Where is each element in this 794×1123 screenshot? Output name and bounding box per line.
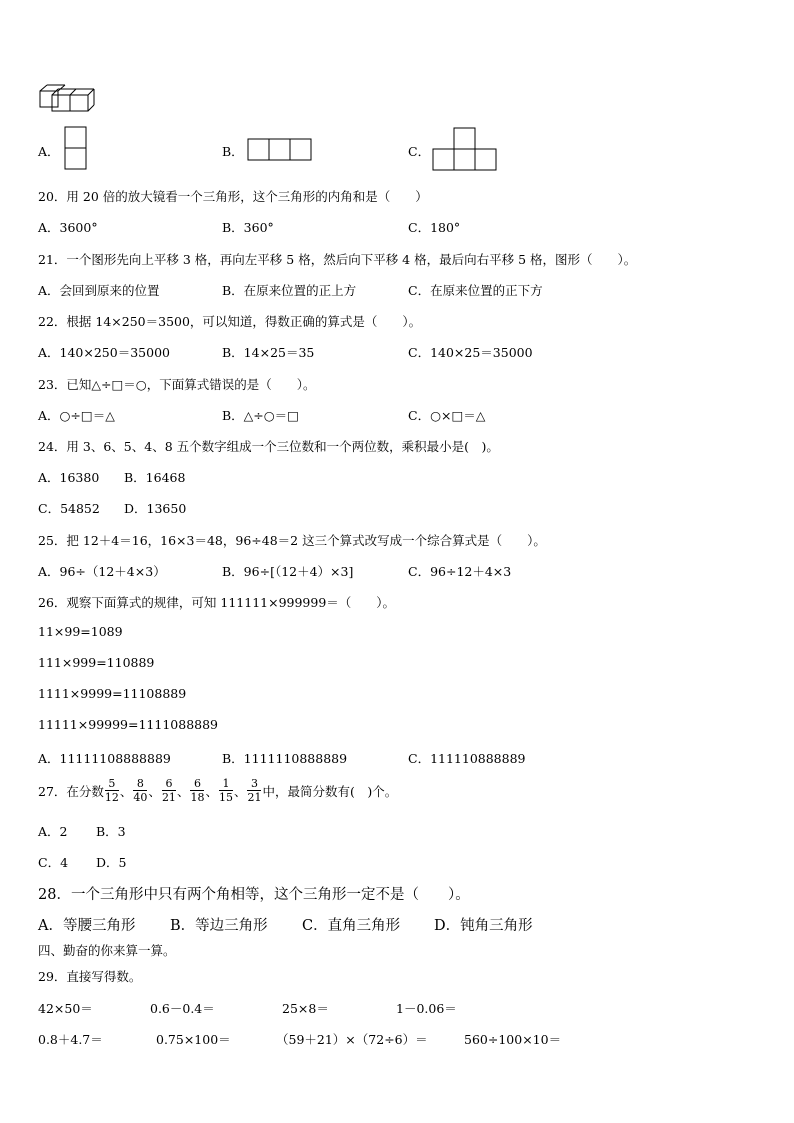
fraction-denominator: 18	[190, 791, 205, 804]
q24-option-c[interactable]: C．54852	[38, 501, 100, 516]
q27-prefix: 27．在分数	[38, 783, 104, 799]
fraction-denominator: 40	[133, 791, 148, 804]
q20-option-b[interactable]: B．360°	[222, 220, 274, 235]
q27-fraction	[190, 778, 204, 803]
q20-option-a[interactable]: A．3600°	[38, 220, 98, 235]
q29-row2-item2[interactable]: 0.75×100＝	[156, 1032, 231, 1047]
q27-fraction	[219, 778, 233, 803]
q19-option-b[interactable]: B．	[222, 144, 244, 159]
q27-option-b[interactable]: B．3	[96, 824, 126, 839]
q20-option-c[interactable]: C．180°	[408, 220, 461, 235]
fraction-denominator: 12	[104, 791, 119, 804]
q26-pattern-line-1: 11×99=1089	[38, 624, 123, 639]
q24-option-b[interactable]: B．16468	[124, 470, 186, 485]
q29-row1-item4[interactable]: 1－0.06＝	[396, 1001, 457, 1016]
q25-option-a[interactable]: A．96÷（12＋4×3）	[38, 564, 166, 579]
q21-option-b[interactable]: B．在原来位置的正上方	[222, 283, 357, 298]
q27-fraction	[247, 778, 261, 803]
q29-row1-item1[interactable]: 42×50＝	[38, 1001, 93, 1016]
q27-option-c[interactable]: C．4	[38, 855, 69, 870]
fraction-numerator: 1	[219, 778, 233, 791]
q23-option-a[interactable]: A．○÷□＝△	[38, 408, 115, 423]
fraction-separator: 、	[205, 783, 218, 799]
q22-stem: 22．根据 14×250＝3500，可以知道，得数正确的算式是（ ）。	[38, 314, 422, 329]
fraction-separator: 、	[119, 783, 133, 799]
q26-stem: 26．观察下面算式的规律，可知 111111×999999＝（ ）。	[38, 595, 396, 610]
q23-stem: 23．已知△÷□＝○，下面算式错误的是（ ）。	[38, 377, 316, 392]
fraction-numerator: 5	[105, 778, 119, 791]
q27-fraction-list	[104, 778, 263, 803]
q24-option-a[interactable]: A．16380	[38, 470, 100, 485]
q27-fraction	[105, 778, 119, 803]
fraction-denominator: 21	[247, 791, 262, 804]
q27-stem	[38, 778, 397, 803]
q23-option-c[interactable]: C．○×□＝△	[408, 408, 486, 423]
fraction-numerator: 6	[190, 778, 204, 791]
fraction-denominator: 21	[161, 791, 176, 804]
q29-row1-item2[interactable]: 0.6－0.4＝	[150, 1001, 215, 1016]
q26-option-c[interactable]: C．111110888889	[408, 751, 526, 766]
q21-stem: 21．一个图形先向上平移 3 格，再向左平移 5 格，然后向下平移 4 格，最后向右平移 5 格，图形（ ）。	[38, 252, 637, 267]
q22-option-b[interactable]: B．14×25＝35	[222, 345, 315, 360]
q29-row2-item3[interactable]: （59＋21）×（72÷6）＝	[276, 1032, 428, 1047]
fraction-separator: 、	[148, 783, 161, 799]
q28-option-b[interactable]: B．等边三角形	[170, 918, 268, 934]
q28-stem: 28．一个三角形中只有两个角相等，这个三角形一定不是（ ）。	[38, 887, 470, 903]
q28-option-d[interactable]: D．钝角三角形	[434, 918, 533, 934]
q21-option-a[interactable]: A．会回到原来的位置	[38, 283, 160, 298]
q24-stem: 24．用 3、6、5、4、8 五个数字组成一个三位数和一个两位数，乘积最小是( )。	[38, 439, 499, 454]
q26-pattern-line-4: 11111×99999=1111088889	[38, 717, 219, 732]
q29-row1-item3[interactable]: 25×8＝	[282, 1001, 329, 1016]
q29-row2-item4[interactable]: 560÷100×10＝	[464, 1032, 562, 1047]
q26-option-a[interactable]: A．11111108888889	[38, 751, 171, 766]
q26-pattern-line-3: 1111×9999=11108889	[38, 686, 187, 701]
fraction-numerator: 3	[247, 778, 261, 791]
fraction-numerator: 8	[133, 778, 147, 791]
q22-option-a[interactable]: A．140×250＝35000	[38, 345, 170, 360]
q20-stem: 20．用 20 倍的放大镜看一个三角形，这个三角形的内角和是（ ）	[38, 189, 428, 204]
fraction-numerator: 6	[162, 778, 176, 791]
q27-fraction	[133, 778, 147, 803]
fraction-separator: 、	[176, 783, 190, 799]
q19-option-b-figure	[247, 138, 313, 162]
q25-stem: 25．把 12＋4＝16，16×3＝48，96÷48＝2 这三个算式改写成一个综合算式是（ ）。	[38, 533, 546, 548]
q28-option-a[interactable]: A．等腰三角形	[38, 918, 136, 934]
q28-option-c[interactable]: C．直角三角形	[302, 918, 401, 934]
q23-option-b[interactable]: B．△÷○＝□	[222, 408, 299, 423]
q26-pattern-line-2: 111×999=110889	[38, 655, 155, 670]
q21-option-c[interactable]: C．在原来位置的正下方	[408, 283, 543, 298]
q29-stem: 29．直接写得数。	[38, 969, 142, 984]
q27-option-a[interactable]: A．2	[38, 824, 68, 839]
q19-option-c[interactable]: C．	[408, 144, 431, 159]
q25-option-c[interactable]: C．96÷12＋4×3	[408, 564, 512, 579]
q19-option-a[interactable]: A．	[38, 144, 60, 159]
cube-stack-figure	[38, 83, 102, 115]
q24-option-d[interactable]: D．13650	[124, 501, 187, 516]
q19-option-a-figure	[64, 126, 88, 172]
q29-row2-item1[interactable]: 0.8＋4.7＝	[38, 1032, 103, 1047]
q19-option-c-figure	[432, 127, 500, 173]
q22-option-c[interactable]: C．140×25＝35000	[408, 345, 533, 360]
section-heading: 四、勤奋的你来算一算。	[38, 943, 176, 958]
fraction-denominator: 15	[218, 791, 233, 804]
q26-option-b[interactable]: B．1111110888889	[222, 751, 348, 766]
q25-option-b[interactable]: B．96÷[（12＋4）×3]	[222, 564, 354, 579]
q27-option-d[interactable]: D．5	[96, 855, 127, 870]
q27-fraction	[162, 778, 176, 803]
fraction-separator: 、	[233, 783, 247, 799]
q27-suffix: 中，最简分数有( )个。	[262, 783, 398, 799]
